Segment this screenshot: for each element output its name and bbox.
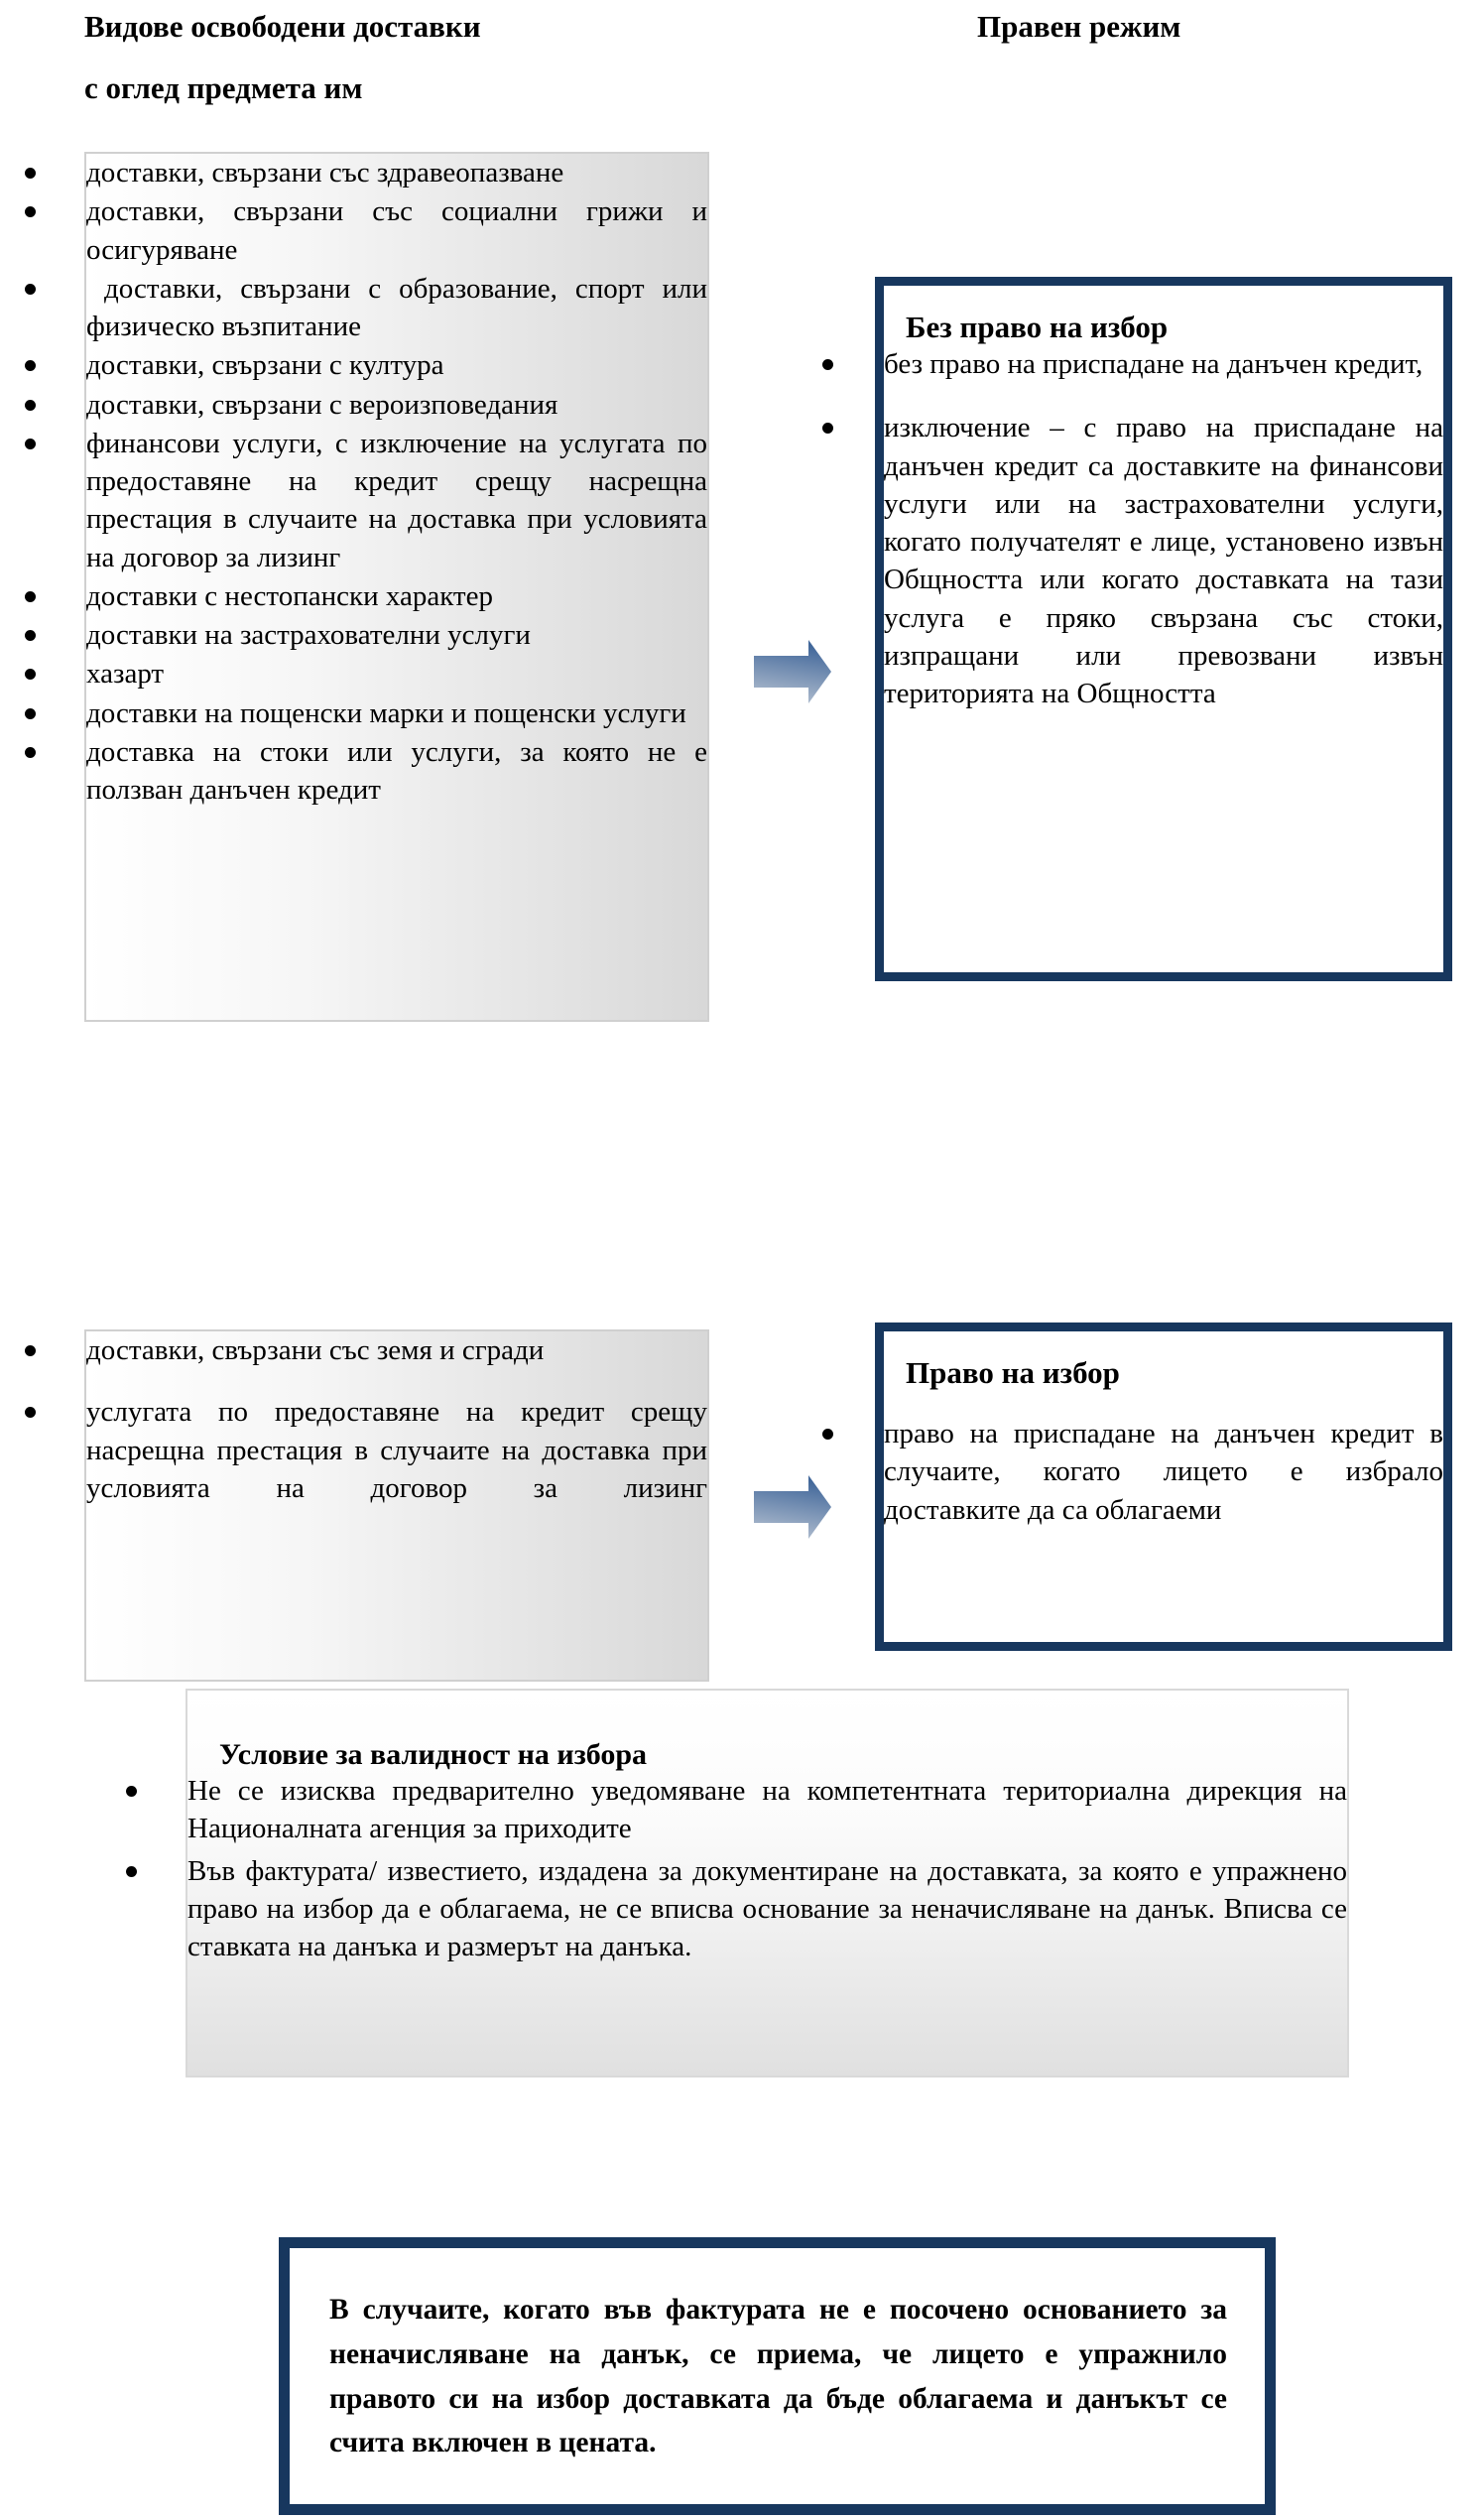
list-item: без право на приспадане на данъчен кредит, <box>884 345 1443 383</box>
list-item: доставки, свързани със здравеопазване <box>86 154 707 191</box>
choice-box-title: Право на избор <box>906 1355 1120 1390</box>
exempt-supplies-box <box>84 152 709 1022</box>
list-item: доставки, свързани със социални грижи и осигуряване <box>86 192 707 269</box>
list-item: доставки на застрахователни услуги <box>86 616 707 654</box>
list-item: доставка на стоки или услуги, за която не е ползван данъчен кредит <box>86 733 707 810</box>
list-item: доставки, свързани с култура <box>86 346 707 384</box>
list-item: доставки, свързани с вероизповедания <box>86 386 707 424</box>
list-item: Не се изисква предварително уведомяване на компетентната териториална дирекция на Националната агенция за приходите <box>187 1772 1347 1848</box>
left-column-title-line2: с оглед предмета им <box>84 70 363 105</box>
right-arrow-icon <box>754 637 831 706</box>
right-column-title: Правен режим <box>977 9 1181 44</box>
list-item: Във фактурата/ известието, издадена за документиране на доставката, за която е упражнено право на избор да е облагаема, не се вписва основание за неначисляване на данък. Вписва се ставката на данъка и размерът на данъка. <box>187 1852 1347 1966</box>
list-item: финансови услуги, с изключение на услугата по предоставяне на кредит срещу насрещна престация в случаите на доставка при условията на договор за лизинг <box>86 425 707 576</box>
list-item: хазарт <box>86 655 707 693</box>
land-supplies-list <box>86 1331 707 1507</box>
list-item: доставки с нестопански характер <box>86 577 707 615</box>
validity-conditions-title: Условие за валидност на избора <box>219 1738 648 1771</box>
list-item: доставки, свързани със земя и сгради <box>86 1331 707 1369</box>
list-item: услугата по предоставяне на кредит срещу насрещна престация в случаите на доставка при условията на договор за лизинг <box>86 1393 707 1507</box>
choice-list <box>884 1391 1443 1529</box>
list-item: изключение – с право на приспадане на данъчен кредит са доставките на финансови услуги или на застрахователни услуги, когато получателят е лице, установено извън Общността или когато доставката на тази услуга е пряко свързана със стоки, изпращани или превозвани извън територията на Общността <box>884 409 1443 712</box>
choice-box <box>875 1322 1452 1651</box>
left-column-title-line1: Видове освободени доставки <box>84 9 481 44</box>
no-choice-list <box>884 345 1443 712</box>
exempt-supplies-list <box>86 154 707 810</box>
invoice-note-text: В случаите, когато във фактурата не е посочено основанието за неначисляване на данък, се приема, че лицето е упражнило правото си на избор доставката да бъде облагаема и данъкът се счита включен в цената. <box>329 2294 1227 2459</box>
land-supplies-box <box>84 1329 709 1682</box>
list-item: доставки, свързани с образование, спорт или физическо възпитание <box>86 270 707 346</box>
no-choice-box <box>875 277 1452 981</box>
list-item: право на приспадане на данъчен кредит в случаите, когато лицето е избрало доставките да са облагаеми <box>884 1415 1443 1529</box>
invoice-note-box <box>279 2237 1276 2515</box>
right-arrow-icon <box>754 1472 831 1542</box>
validity-conditions-box <box>186 1689 1349 2078</box>
list-item: доставки на пощенски марки и пощенски услуги <box>86 694 707 732</box>
validity-conditions-list <box>187 1772 1347 1965</box>
no-choice-box-title: Без право на избор <box>906 310 1169 344</box>
